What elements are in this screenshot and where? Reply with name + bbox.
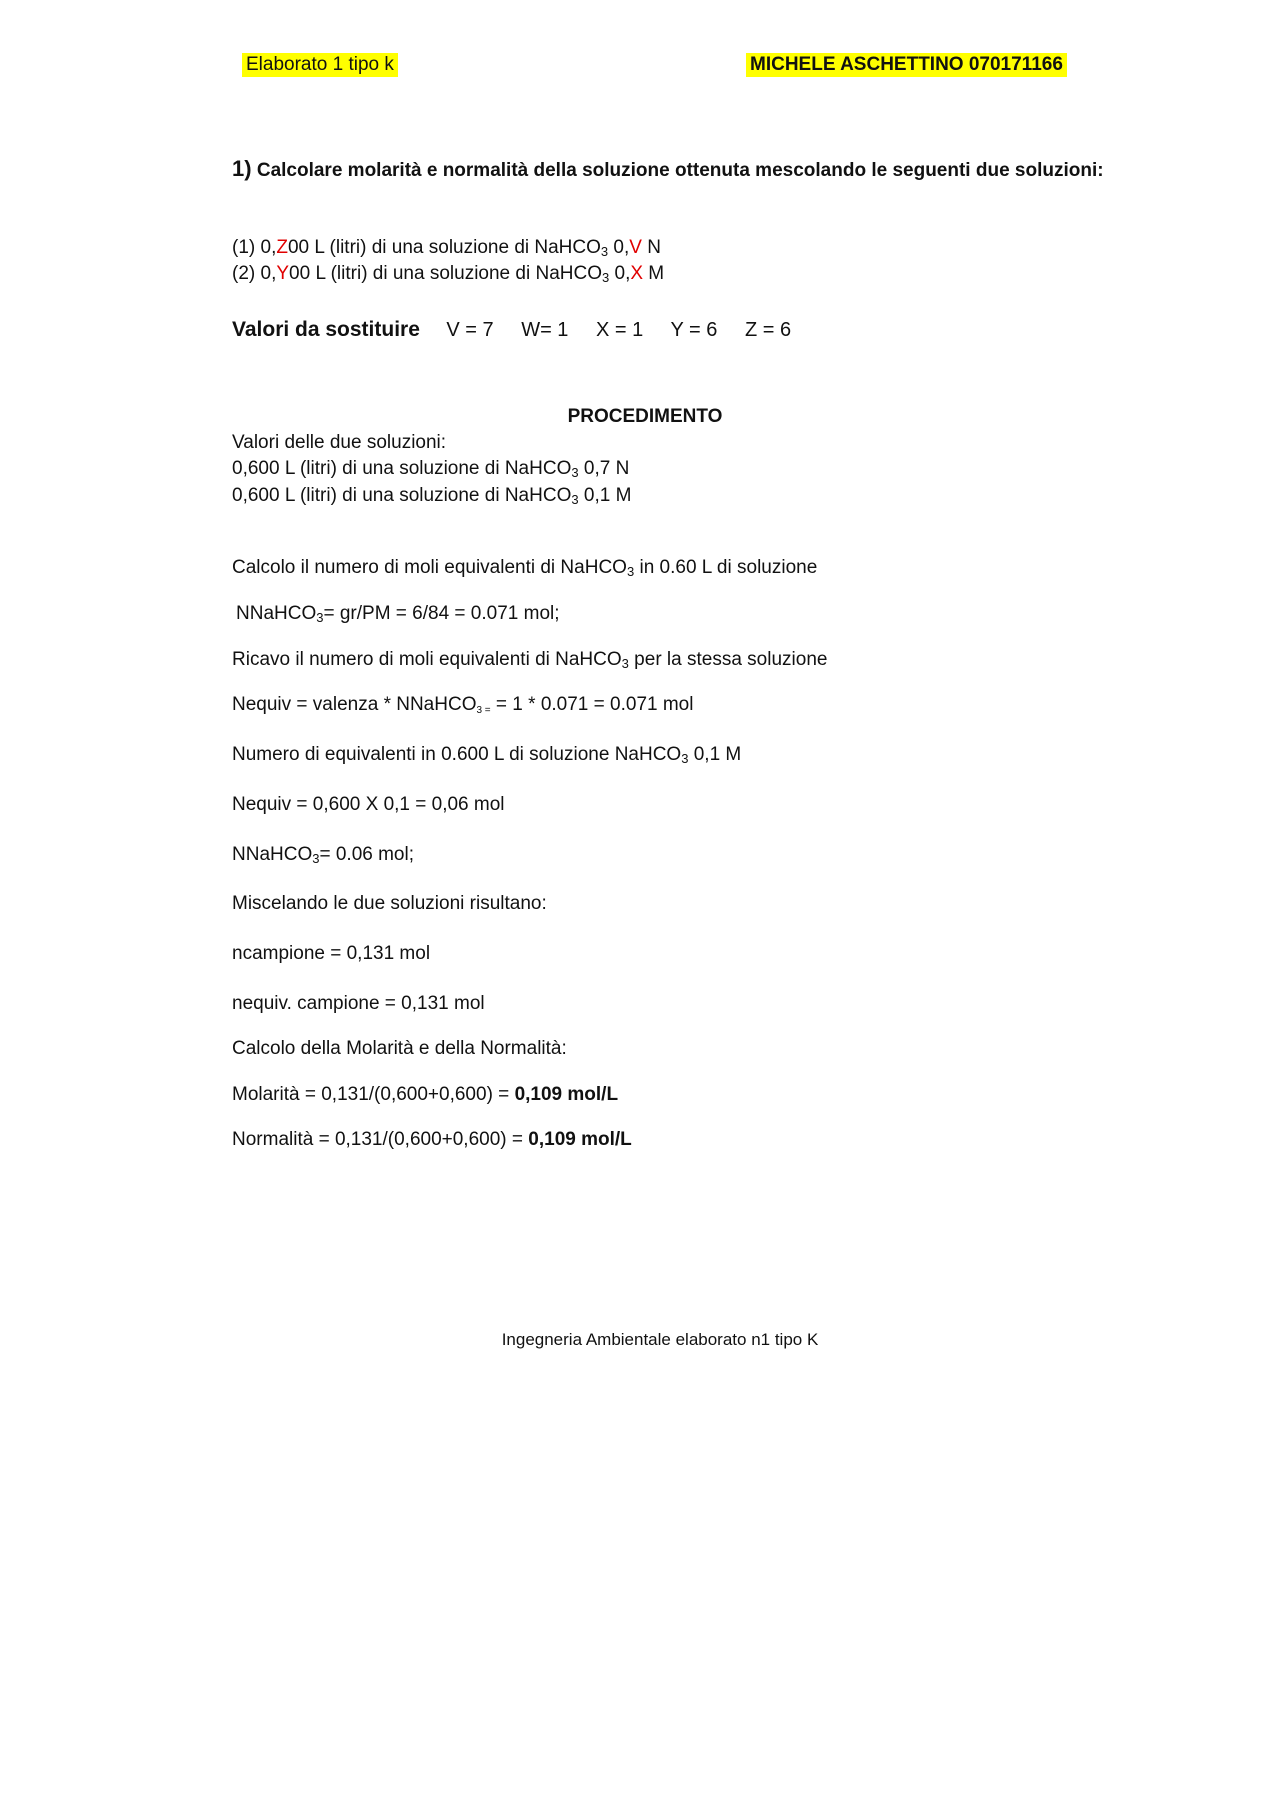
molarity-formula: Molarità = 0,131/(0,600+0,600) = (232, 1084, 515, 1105)
solution-2-var-x: X (630, 263, 644, 284)
solution-1-subscript: 3 (600, 244, 609, 259)
procedure-solution-b (232, 485, 631, 507)
solution-2-var-y: Y (276, 263, 290, 284)
step-5-text: Numero di equivalenti in 0.600 L di soluzione NaHCO (232, 744, 682, 765)
solution-1-mid: 0, (608, 237, 630, 258)
step-3-tail: per la stessa soluzione (628, 649, 828, 670)
procedure-step-6: Nequiv = 0,600 X 0,1 = 0,06 mol (232, 794, 505, 815)
procedure-solution-a (232, 458, 629, 480)
value-v: V = 7 (446, 319, 494, 341)
solution-1-unit: N (641, 237, 661, 258)
procedure-step-8: Miscelando le due soluzioni risultano: (232, 893, 547, 914)
values-line (232, 318, 813, 342)
normality-formula: Normalità = 0,131/(0,600+0,600) = (232, 1129, 529, 1150)
step-1-tail: in 0.60 L di soluzione (634, 557, 818, 578)
procedure-step-3 (232, 649, 827, 671)
normality-result: 0,109 mol/L (528, 1129, 632, 1150)
solution-b-text: 0,600 L (litri) di una soluzione di NaHCO (232, 485, 572, 506)
solution-2-prefix: (2) 0, (232, 263, 277, 284)
step-5-subscript: 3 (681, 751, 689, 766)
solution-1-var-v: V (629, 237, 642, 258)
solution-1-line (232, 237, 661, 259)
procedure-step-2 (236, 603, 560, 625)
solution-1-var-z: Z (276, 237, 288, 258)
value-w: W= 1 (521, 319, 569, 341)
step-1-text: Calcolo il numero di moli equivalenti di NaHCO (232, 557, 627, 578)
step-5-tail: 0,1 M (688, 744, 742, 765)
step-3-subscript: 3 (621, 656, 629, 671)
value-y: Y = 6 (670, 319, 718, 341)
solution-b-value: 0,1 M (578, 485, 632, 506)
solution-2-text: 00 L (litri) di una soluzione di NaHCO (289, 263, 602, 284)
solution-2-unit: M (643, 263, 665, 284)
solution-a-value: 0,7 N (578, 458, 630, 479)
value-z: Z = 6 (744, 319, 792, 341)
step-7-subscript: 3 (312, 851, 320, 866)
molarity-result-line (232, 1084, 618, 1106)
procedure-step-1 (232, 557, 817, 579)
problem-number: 1) (232, 156, 252, 181)
procedure-step-7 (232, 844, 414, 866)
procedure-intro: Valori delle due soluzioni: (232, 432, 447, 453)
solution-b-subscript: 3 (571, 492, 579, 507)
values-title: Valori da sostituire (232, 318, 420, 341)
solution-2-line (232, 263, 664, 285)
step-7-tail: = 0.06 mol; (319, 844, 414, 865)
solution-a-text: 0,600 L (litri) di una soluzione di NaHCO (232, 458, 572, 479)
procedure-step-9: ncampione = 0,131 mol (232, 943, 431, 964)
molarity-result: 0,109 mol/L (514, 1084, 619, 1105)
solution-2-subscript: 3 (601, 270, 610, 285)
procedure-step-11: Calcolo della Molarità e della Normalità: (232, 1038, 567, 1059)
solution-1-prefix: (1) 0, (232, 237, 277, 258)
step-2-text: NNaHCO (236, 603, 317, 624)
header-author-label: MICHELE ASCHETTINO 070171166 (746, 53, 1067, 77)
procedure-step-5 (232, 744, 741, 766)
values-list (446, 319, 813, 341)
page-footer: Ingegneria Ambientale elaborato n1 tipo K (501, 1330, 819, 1349)
step-3-text: Ricavo il numero di moli equivalenti di NaHCO (232, 649, 622, 670)
normality-result-line (232, 1129, 632, 1151)
step-4-subscript: 3 = (476, 705, 491, 716)
solution-a-subscript: 3 (571, 465, 579, 480)
procedure-title: PROCEDIMENTO (567, 406, 723, 427)
step-2-tail: = gr/PM = 6/84 = 0.071 mol; (323, 603, 560, 624)
step-7-text: NNaHCO (232, 844, 313, 865)
header-left-label: Elaborato 1 tipo k (242, 53, 398, 77)
value-x: X = 1 (596, 319, 644, 341)
problem-statement (232, 155, 1104, 185)
problem-text: Calcolare molarità e normalità della soluzione ottenuta mescolando le seguenti due soluzioni: (256, 160, 1104, 181)
step-2-subscript: 3 (316, 610, 324, 625)
step-4-text: Nequiv = valenza * NNaHCO (232, 694, 477, 715)
solution-2-mid: 0, (609, 263, 631, 284)
procedure-step-4 (232, 694, 693, 716)
step-4-tail: = 1 * 0.071 = 0.071 mol (490, 694, 694, 715)
procedure-step-10: nequiv. campione = 0,131 mol (232, 993, 485, 1014)
solution-1-text: 00 L (litri) di una soluzione di NaHCO (287, 237, 601, 258)
step-1-subscript: 3 (626, 564, 635, 579)
